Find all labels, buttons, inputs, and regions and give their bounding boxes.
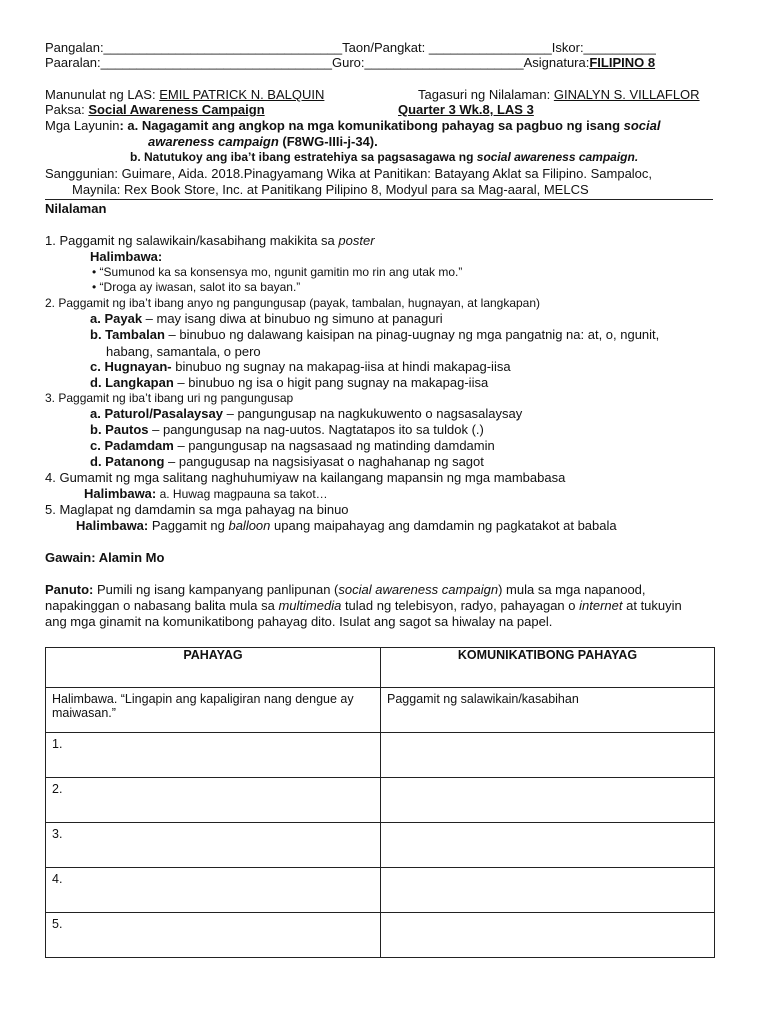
directions-text-2a: napakinggan o nabasang balita mula sa	[45, 598, 279, 613]
table-row	[46, 868, 715, 913]
directions-text-2b: tulad ng telebisyon, radyo, pahayagan o	[341, 598, 580, 613]
objective-a-text: : a. Nagagamit ang angkop na mga komunikatibong pahayag sa pagbuo ng isang	[119, 118, 624, 133]
example-statement: Halimbawa. “Lingapin ang kapaligiran nang dengue ay maiwasan.”	[46, 688, 381, 733]
directions-line-1	[45, 582, 646, 597]
content-title: Nilalaman	[45, 201, 107, 216]
padamdam-term: c. Padamdam	[90, 438, 174, 453]
name-line: Pangalan:_________________________________Taon/Pangkat: _________________Iskor:__________	[45, 40, 656, 55]
item-1-text: 1. Paggamit ng salawikain/kasabihang makikita sa	[45, 233, 339, 248]
objective-a-italic: social	[623, 118, 661, 133]
example-text-4: a. Huwag magpauna sa takot…	[156, 487, 328, 501]
item-2c	[90, 359, 511, 374]
quarter-label: Quarter 3 Wk.8, LAS 3	[398, 102, 534, 117]
author-name: EMIL PATRICK N. BALQUIN	[159, 87, 325, 102]
table-header-komunikatibo: KOMUNIKATIBONG PAHAYAG	[381, 648, 715, 688]
item-3a	[90, 406, 522, 421]
item-3d	[90, 454, 484, 469]
topic-value: Social Awareness Campaign	[88, 102, 265, 117]
example-text-5a: Paggamit ng	[148, 518, 229, 533]
activity-title: Gawain: Alamin Mo	[45, 550, 165, 565]
directions-line-3: ang mga ginamit na komunikatibong pahayag dito. Isulat ang sagot sa hiwalay na papel.	[45, 614, 553, 629]
topic-line	[45, 102, 307, 117]
example-text-5b: upang maipahayag ang damdamin ng pagkatakot at babala	[270, 518, 617, 533]
objective-a	[45, 118, 661, 133]
pautos-def: – pangungusap na nag-uutos. Nagtatapos ito sa tuldok (.)	[148, 422, 484, 437]
author-line	[45, 87, 324, 102]
langkapan-term: d. Langkapan	[90, 375, 174, 390]
objectives-label: Mga Layunin	[45, 118, 120, 133]
objective-a-cont	[148, 134, 378, 149]
example-text-5-italic: balloon	[228, 518, 271, 533]
table-row	[46, 733, 715, 778]
content-item-3: 3. Paggamit ng iba’t ibang uri ng pangungusap	[45, 391, 294, 405]
padamdam-def: – pangungusap na nagsasaad ng matinding damdamin	[173, 438, 495, 453]
content-item-2: 2. Paggamit ng iba’t ibang anyo ng pangungusap (payak, tambalan, hugnayan, at langkapan)	[45, 296, 541, 310]
example-quote-2: • “Droga ay iwasan, salot ito sa bayan.”	[92, 280, 301, 294]
answer-cell[interactable]	[381, 913, 715, 958]
directions-italic-2b: internet	[579, 598, 623, 613]
table-header-pahayag: PAHAYAG	[46, 648, 381, 688]
table-row	[46, 778, 715, 823]
author-label: Manunulat ng LAS:	[45, 87, 160, 102]
example-label-1: Halimbawa:	[90, 249, 163, 264]
item-2d	[90, 375, 488, 390]
hugnayan-def: binubuo ng sugnay na makapag-iisa at hindi makapag-iisa	[171, 359, 511, 374]
item-2b	[90, 327, 659, 342]
objective-a-italic-2: awareness campaign	[148, 134, 279, 149]
objective-b	[130, 150, 638, 165]
answer-cell[interactable]	[381, 778, 715, 823]
content-item-4: 4. Gumamit ng mga salitang naghuhumiyaw na kailangang mapansin ng mga mambabasa	[45, 470, 566, 485]
example-label-4: Halimbawa:	[84, 486, 157, 501]
answer-table	[45, 647, 715, 958]
table-row	[46, 823, 715, 868]
directions-italic-2a: multimedia	[278, 598, 342, 613]
hugnayan-term: c. Hugnayan-	[90, 359, 172, 374]
patanong-def: – pangugusap na nagsisiyasat o naghahanap ng sagot	[164, 454, 484, 469]
topic-label: Paksa:	[45, 102, 89, 117]
row-number[interactable]: 4.	[46, 868, 381, 913]
table-row	[46, 913, 715, 958]
tambalan-def: – binubuo ng dalawang kaisipan na pinag-uugnay ng mga pangatnig na: at, o, ngunit,	[164, 327, 660, 342]
table-example-row	[46, 688, 715, 733]
tambalan-term: b. Tambalan	[90, 327, 165, 342]
payak-def: – may isang diwa at binubuo ng simuno at panaguri	[142, 311, 443, 326]
pautos-term: b. Pautos	[90, 422, 149, 437]
directions-label: Panuto:	[45, 582, 94, 597]
school-line	[45, 55, 655, 70]
directions-text-1a: Pumili ng isang kampanyang panlipunan (	[93, 582, 339, 597]
reviewer-name: GINALYN S. VILLAFLOR	[553, 87, 700, 102]
payak-term: a. Payak	[90, 311, 143, 326]
item-2a	[90, 311, 443, 326]
example-quote-1: • “Sumunod ka sa konsensya mo, ngunit gamitin mo rin ang utak mo.”	[92, 265, 463, 279]
example-label-5: Halimbawa:	[76, 518, 149, 533]
reference-line-1: Sanggunian: Guimare, Aida. 2018.Pinagyamang Wika at Panitikan: Batayang Aklat sa Filipino. Sampaloc,	[45, 166, 653, 181]
objective-b-italic: social awareness campaign.	[476, 150, 639, 164]
content-item-1	[45, 233, 375, 248]
content-item-5: 5. Maglapat ng damdamin sa mga pahayag na binuo	[45, 502, 349, 517]
item-4-example	[84, 486, 328, 502]
directions-text-1b: ) mula sa mga napanood,	[498, 582, 646, 597]
subject-value: FILIPINO 8	[589, 55, 656, 70]
paturol-def: – pangungusap na nagkukuwento o nagsasalaysay	[222, 406, 523, 421]
objective-a-code: (F8WG-IIIi-j-34).	[278, 134, 378, 149]
item-3b	[90, 422, 484, 437]
answer-cell[interactable]	[381, 823, 715, 868]
row-number[interactable]: 5.	[46, 913, 381, 958]
objective-b-text: b. Natutukoy ang iba’t ibang estratehiya sa pagsasagawa ng	[130, 150, 477, 164]
row-number[interactable]: 3.	[46, 823, 381, 868]
row-number[interactable]: 2.	[46, 778, 381, 823]
paturol-term: a. Paturol/Pasalaysay	[90, 406, 223, 421]
item-5-example	[76, 518, 617, 533]
school-label: Paaralan:________________________________Guro:______________________Asignatura:	[45, 55, 590, 70]
reference-line-2: Maynila: Rex Book Store, Inc. at Panitikang Pilipino 8, Modyul para sa Mag-aaral, MELCS	[72, 182, 589, 197]
directions-text-2c: at tukuyin	[622, 598, 682, 613]
answer-cell[interactable]	[381, 733, 715, 778]
reviewer-label: Tagasuri ng Nilalaman:	[418, 87, 554, 102]
reviewer-line	[418, 87, 700, 102]
header-divider	[45, 199, 713, 200]
answer-cell[interactable]	[381, 868, 715, 913]
directions-line-2	[45, 598, 682, 613]
row-number[interactable]: 1.	[46, 733, 381, 778]
directions-italic-1: social awareness campaign	[338, 582, 499, 597]
table-header-row	[46, 648, 715, 688]
item-3c	[90, 438, 495, 453]
item-2b-cont: habang, samantala, o pero	[106, 344, 261, 359]
patanong-term: d. Patanong	[90, 454, 165, 469]
example-type: Paggamit ng salawikain/kasabihan	[381, 688, 715, 733]
item-1-italic: poster	[338, 233, 375, 248]
langkapan-def: – binubuo ng isa o higit pang sugnay na makapag-iisa	[173, 375, 489, 390]
